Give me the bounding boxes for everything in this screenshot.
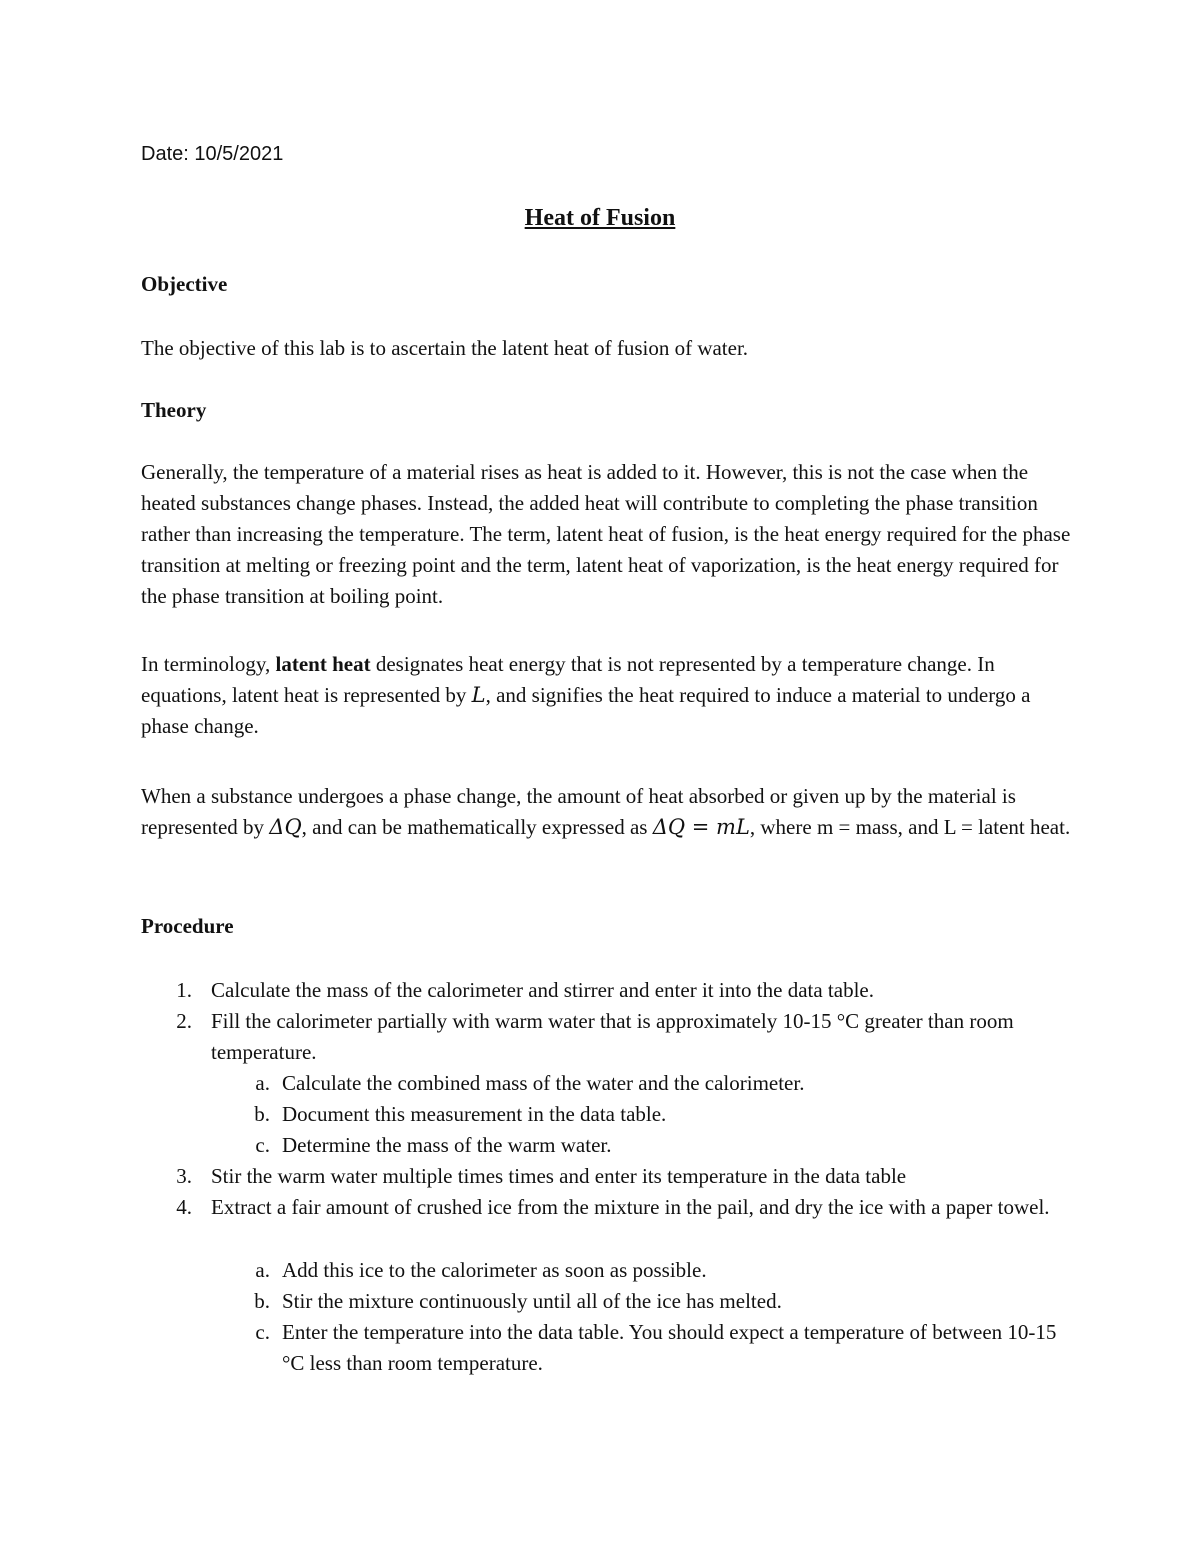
objective-heading: Objective xyxy=(141,272,228,296)
list-marker: 4. xyxy=(176,1195,192,1219)
date-line: Date: 10/5/2021 xyxy=(141,143,284,165)
theory-p3-text-c: , where m = mass, and L = latent heat. xyxy=(749,815,1071,839)
delta-q-symbol: ΔQ xyxy=(269,815,302,839)
latent-heat-term: latent heat xyxy=(275,652,371,676)
theory-p3-text-a: When a substance undergoes a phase change, the amount of heat absorbed or given up by the material is represented by xyxy=(141,784,1016,839)
list-item-text: Add this ice to the calorimeter as soon as possible. xyxy=(282,1258,707,1282)
theory-paragraph-1: Generally, the temperature of a material rises as heat is added to it. However, this is not the case when the heated substances change phases. Instead, the added heat will contribute to completing the phase transition rather than increasing the temperature. The term, latent heat of fusion, is the heat energy required for the phase transition at melting or freezing point and the term, latent heat of vaporization, is the heat energy required for the phase transition at boiling point. xyxy=(141,460,1071,608)
page-title: Heat of Fusion xyxy=(524,205,676,231)
heat-equation: ΔQ = mL xyxy=(652,815,750,839)
objective-text: The objective of this lab is to ascertain the latent heat of fusion of water. xyxy=(141,336,749,360)
list-marker: c. xyxy=(255,1320,270,1344)
theory-paragraph-3 xyxy=(141,781,1071,843)
theory-p2-text-c: , and signifies the heat required to induce a material to undergo a phase change. xyxy=(141,683,1031,738)
list-item-text: Calculate the mass of the calorimeter and stirrer and enter it into the data table. xyxy=(211,978,874,1002)
list-item-text: Stir the mixture continuously until all of the ice has melted. xyxy=(282,1289,782,1313)
list-item-text: Document this measurement in the data table. xyxy=(282,1102,667,1126)
theory-p3-text-b: , and can be mathematically expressed as xyxy=(301,815,653,839)
list-item-text: Extract a fair amount of crushed ice from the mixture in the pail, and dry the ice with a paper towel. xyxy=(211,1195,1050,1219)
list-marker: 1. xyxy=(176,978,192,1002)
list-item-text: Determine the mass of the warm water. xyxy=(282,1133,612,1157)
list-marker: 2. xyxy=(176,1009,192,1033)
list-item-text: Calculate the combined mass of the water and the calorimeter. xyxy=(282,1071,805,1095)
list-marker: 3. xyxy=(176,1164,192,1188)
list-item-text: Enter the temperature into the data table. You should expect a temperature of between 10-15 °C less than room temperature. xyxy=(282,1320,1057,1375)
list-marker: b. xyxy=(254,1102,270,1126)
theory-p2-text-a: In terminology, xyxy=(141,652,276,676)
list-marker: c. xyxy=(255,1133,270,1157)
list-marker: a. xyxy=(255,1258,270,1282)
procedure-heading: Procedure xyxy=(141,914,234,938)
list-marker: a. xyxy=(255,1071,270,1095)
theory-heading: Theory xyxy=(141,398,207,422)
list-marker: b. xyxy=(254,1289,270,1313)
latent-heat-symbol: L xyxy=(471,683,486,707)
theory-paragraph-2 xyxy=(141,649,1071,742)
list-item-text: Fill the calorimeter partially with warm water that is approximately 10-15 °C greater than room temperature. xyxy=(211,1009,1014,1064)
theory-p2-text-b: designates heat energy that is not represented by a temperature change. In equations, latent heat is represented by xyxy=(141,652,995,707)
list-item-text: Stir the warm water multiple times times and enter its temperature in the data table xyxy=(211,1164,907,1188)
